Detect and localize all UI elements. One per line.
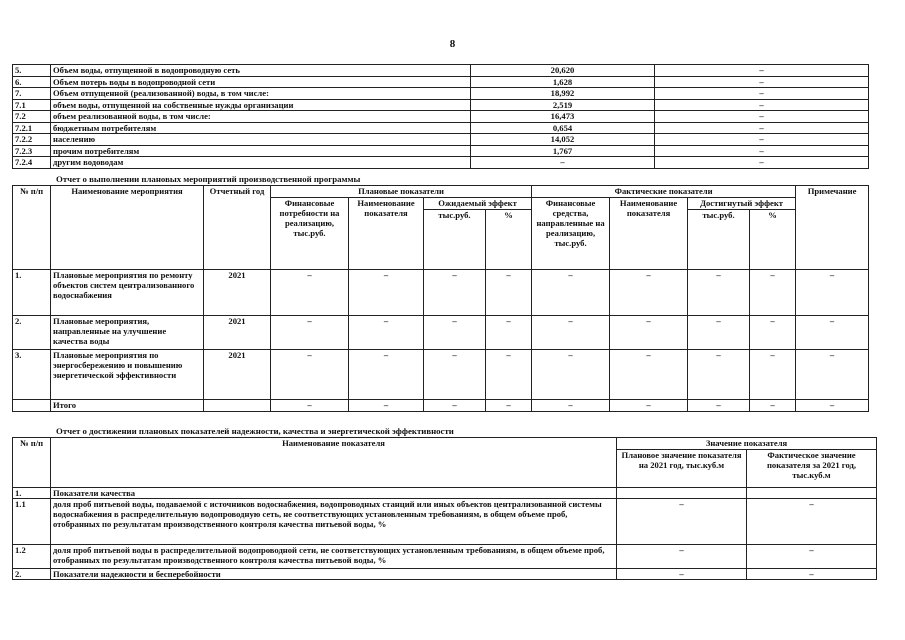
col-num: № п/п bbox=[13, 186, 51, 270]
table-row bbox=[13, 270, 869, 316]
empty-value: – bbox=[796, 350, 869, 400]
page-number: 8 bbox=[449, 38, 456, 50]
row-value: 1,628 bbox=[471, 76, 655, 88]
activity-name: Плановые мероприятия, направленные на улучшение качества воды bbox=[51, 316, 204, 350]
empty-value: – bbox=[349, 316, 424, 350]
empty-value: – bbox=[610, 400, 688, 412]
table-row bbox=[13, 65, 869, 77]
table-row bbox=[13, 88, 869, 100]
empty-value: – bbox=[750, 270, 796, 316]
empty-value: – bbox=[688, 400, 750, 412]
table-row bbox=[13, 76, 869, 88]
empty-value: – bbox=[796, 400, 869, 412]
row-name: объем воды, отпущенной на собственные нужды организации bbox=[51, 99, 471, 111]
empty-value: – bbox=[424, 400, 486, 412]
row-number: 2. bbox=[13, 569, 51, 580]
empty-value: – bbox=[532, 400, 610, 412]
indicator-name: Показатели надежности и бесперебойности bbox=[51, 569, 617, 580]
empty-value: – bbox=[796, 316, 869, 350]
report-year: 2021 bbox=[204, 350, 271, 400]
row-value: 14,052 bbox=[471, 134, 655, 146]
row-note: – bbox=[655, 99, 869, 111]
table-row bbox=[13, 316, 869, 350]
table-row bbox=[13, 122, 869, 134]
table-row bbox=[13, 111, 869, 123]
fact-value bbox=[747, 488, 877, 499]
col-exp-rub: тыс.руб. bbox=[424, 210, 486, 270]
col-num: № п/п bbox=[13, 438, 51, 488]
col-ach-pct: % bbox=[750, 210, 796, 270]
empty-value: – bbox=[610, 316, 688, 350]
row-value: 18,992 bbox=[471, 88, 655, 100]
col-activity-name: Наименование мероприятия bbox=[51, 186, 204, 270]
report-year: 2021 bbox=[204, 270, 271, 316]
program-report-caption: Отчет о выполнении плановых мероприятий производственной программы bbox=[56, 174, 361, 184]
col-exp-pct: % bbox=[486, 210, 532, 270]
empty-value: – bbox=[271, 350, 349, 400]
empty-value: – bbox=[532, 270, 610, 316]
empty-value: – bbox=[688, 270, 750, 316]
empty-value: – bbox=[486, 316, 532, 350]
row-note: – bbox=[655, 122, 869, 134]
row-number: 7. bbox=[13, 88, 51, 100]
indicators-table bbox=[12, 437, 877, 580]
row-note: – bbox=[655, 157, 869, 169]
row-note: – bbox=[655, 145, 869, 157]
row-number: 7.2.3 bbox=[13, 145, 51, 157]
activity-name: Плановые мероприятия по ремонту объектов систем централизованного водоснабжения bbox=[51, 270, 204, 316]
indicator-name: Показатели качества bbox=[51, 488, 617, 499]
table-row bbox=[13, 145, 869, 157]
empty-value: – bbox=[486, 270, 532, 316]
plan-value: – bbox=[617, 545, 747, 569]
empty-value: – bbox=[424, 350, 486, 400]
row-name: населению bbox=[51, 134, 471, 146]
col-ach-rub: тыс.руб. bbox=[688, 210, 750, 270]
total-row bbox=[13, 400, 869, 412]
col-fin-planned: Финансовые потребности на реализацию, тыс.руб. bbox=[271, 198, 349, 270]
table-row bbox=[13, 545, 877, 569]
row-number: 1.2 bbox=[13, 545, 51, 569]
row-value: 0,654 bbox=[471, 122, 655, 134]
row-note: – bbox=[655, 88, 869, 100]
row-note: – bbox=[655, 111, 869, 123]
empty-value: – bbox=[750, 350, 796, 400]
row-number: 1. bbox=[13, 488, 51, 499]
plan-value bbox=[617, 488, 747, 499]
row-value: 2,519 bbox=[471, 99, 655, 111]
row-number: 7.2 bbox=[13, 111, 51, 123]
empty-value: – bbox=[486, 400, 532, 412]
table-row bbox=[13, 488, 877, 499]
empty-value: – bbox=[532, 316, 610, 350]
empty-value: – bbox=[271, 316, 349, 350]
table-row bbox=[13, 134, 869, 146]
empty-value: – bbox=[750, 400, 796, 412]
program-activities-table bbox=[12, 185, 869, 412]
row-value: – bbox=[471, 157, 655, 169]
empty-value: – bbox=[750, 316, 796, 350]
col-value: Значение показателя bbox=[617, 438, 877, 450]
table-row bbox=[13, 499, 877, 545]
empty-value: – bbox=[532, 350, 610, 400]
col-plan-value: Плановое значение показателя на 2021 год, тыс.куб.м bbox=[617, 450, 747, 488]
empty-value: – bbox=[349, 400, 424, 412]
row-number: 1. bbox=[13, 270, 51, 316]
col-expected: Ожидаемый эффект bbox=[424, 198, 532, 210]
col-ind-actual: Наименование показателя bbox=[610, 198, 688, 270]
row-number: 7.1 bbox=[13, 99, 51, 111]
row-value: 20,620 bbox=[471, 65, 655, 77]
plan-value: – bbox=[617, 569, 747, 580]
indicator-name: доля проб питьевой воды, подаваемой с источников водоснабжения, водопроводных станций или иных объектов централизованной системы водоснабжения в распределительную водопроводную сеть, не соответствующих установленным требованиям, в общем объеме проб, отобранных по результатам производственного контроля качества питьевой воды, % bbox=[51, 499, 617, 545]
row-number: 6. bbox=[13, 76, 51, 88]
table-row bbox=[13, 569, 877, 580]
col-achieved: Достигнутый эффект bbox=[688, 198, 796, 210]
col-ind-planned: Наименование показателя bbox=[349, 198, 424, 270]
row-note: – bbox=[655, 134, 869, 146]
row-name: Объем воды, отпущенной в водопроводную сеть bbox=[51, 65, 471, 77]
empty-value: – bbox=[796, 270, 869, 316]
row-number: 2. bbox=[13, 316, 51, 350]
row-number: 5. bbox=[13, 65, 51, 77]
row-name: объем реализованной воды, в том числе: bbox=[51, 111, 471, 123]
fact-value: – bbox=[747, 569, 877, 580]
empty-value: – bbox=[688, 350, 750, 400]
row-name: Объем отпущенной (реализованной) воды, в том числе: bbox=[51, 88, 471, 100]
indicator-name: доля проб питьевой воды в распределительной водопроводной сети, не соответствующих установленным требованиям, в общем объеме проб, отобранных по результатам производственного контроля качества питьевой воды, % bbox=[51, 545, 617, 569]
fact-value: – bbox=[747, 499, 877, 545]
col-planned: Плановые показатели bbox=[271, 186, 532, 198]
col-note: Примечание bbox=[796, 186, 869, 270]
empty-cell bbox=[13, 400, 51, 412]
empty-value: – bbox=[349, 350, 424, 400]
row-note: – bbox=[655, 65, 869, 77]
row-value: 1,767 bbox=[471, 145, 655, 157]
table-row bbox=[13, 350, 869, 400]
row-name: Объем потерь воды в водопроводной сети bbox=[51, 76, 471, 88]
table-row bbox=[13, 157, 869, 169]
empty-value: – bbox=[271, 400, 349, 412]
col-fact-value: Фактическое значение показателя за 2021 год, тыс.куб.м bbox=[747, 450, 877, 488]
row-number: 7.2.1 bbox=[13, 122, 51, 134]
row-note: – bbox=[655, 76, 869, 88]
fact-value: – bbox=[747, 545, 877, 569]
empty-value: – bbox=[271, 270, 349, 316]
row-value: 16,473 bbox=[471, 111, 655, 123]
empty-cell bbox=[204, 400, 271, 412]
report-year: 2021 bbox=[204, 316, 271, 350]
total-label: Итого bbox=[51, 400, 204, 412]
empty-value: – bbox=[424, 316, 486, 350]
water-volume-table bbox=[12, 64, 869, 169]
col-fin-actual: Финансовые средства, направленные на реализацию, тыс.руб. bbox=[532, 198, 610, 270]
plan-value: – bbox=[617, 499, 747, 545]
row-number: 7.2.2 bbox=[13, 134, 51, 146]
row-name: другим водоводам bbox=[51, 157, 471, 169]
row-name: бюджетным потребителям bbox=[51, 122, 471, 134]
indicators-report-caption: Отчет о достижении плановых показателей надежности, качества и энергетической эффективности bbox=[56, 426, 454, 436]
row-number: 3. bbox=[13, 350, 51, 400]
row-number: 7.2.4 bbox=[13, 157, 51, 169]
empty-value: – bbox=[486, 350, 532, 400]
activity-name: Плановые мероприятия по энергосбережению и повышению энергетической эффективности bbox=[51, 350, 204, 400]
empty-value: – bbox=[610, 270, 688, 316]
empty-value: – bbox=[349, 270, 424, 316]
col-actual: Фактические показатели bbox=[532, 186, 796, 198]
col-report-year: Отчетный год bbox=[204, 186, 271, 270]
empty-value: – bbox=[688, 316, 750, 350]
row-name: прочим потребителям bbox=[51, 145, 471, 157]
empty-value: – bbox=[610, 350, 688, 400]
empty-value: – bbox=[424, 270, 486, 316]
col-indicator-name: Наименование показателя bbox=[51, 438, 617, 488]
row-number: 1.1 bbox=[13, 499, 51, 545]
table-row bbox=[13, 99, 869, 111]
